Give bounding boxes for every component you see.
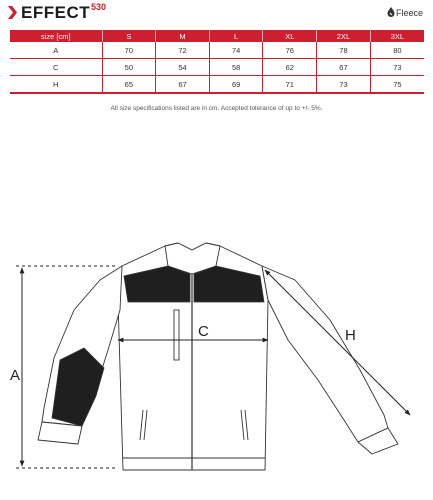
table-cell: H — [10, 76, 102, 94]
table-row — [10, 76, 424, 94]
table-cell: 73 — [370, 59, 424, 76]
fleece-drop-icon — [387, 7, 395, 17]
table-cell: 54 — [156, 59, 210, 76]
table-cell: 73 — [317, 76, 371, 94]
table-cell: 80 — [370, 42, 424, 59]
table-cell: 67 — [317, 59, 371, 76]
table-cell: C — [10, 59, 102, 76]
column-header: S — [102, 30, 156, 42]
dimension-a-label: A — [10, 367, 21, 384]
table-cell: 67 — [156, 76, 210, 94]
dimension-c-label: C — [198, 323, 209, 340]
dimension-h-label: H — [345, 327, 356, 344]
column-header: M — [156, 30, 210, 42]
table-row — [10, 59, 424, 76]
table-cell: 58 — [209, 59, 263, 76]
column-header: XL — [263, 30, 317, 42]
product-number: 530 — [91, 2, 107, 12]
column-header: 3XL — [370, 30, 424, 42]
table-cell: 78 — [317, 42, 371, 59]
brand-chevron-icon — [8, 6, 17, 19]
table-cell: 70 — [102, 42, 156, 59]
table-cell: 72 — [156, 42, 210, 59]
table-header-row — [10, 30, 424, 42]
table-cell: 69 — [209, 76, 263, 94]
table-cell: 74 — [209, 42, 263, 59]
table-cell: 62 — [263, 59, 317, 76]
table-cell: 71 — [263, 76, 317, 94]
table-cell: 65 — [102, 76, 156, 94]
tolerance-note: All size specifications listed are in cm. Accepted tolerance of up to +/- 5%. — [110, 105, 323, 112]
page-header — [8, 2, 425, 24]
column-header: size [cm] — [10, 30, 102, 42]
table-row — [10, 42, 424, 59]
material-badge — [387, 7, 423, 18]
jacket-measurement-diagram — [0, 240, 433, 500]
column-header: 2XL — [317, 30, 371, 42]
size-chart-table — [10, 30, 424, 94]
table-cell: 75 — [370, 76, 424, 94]
material-label: Fleece — [395, 8, 423, 18]
table-cell: 50 — [102, 59, 156, 76]
column-header: L — [209, 30, 263, 42]
table-cell: A — [10, 42, 102, 59]
table-cell: 76 — [263, 42, 317, 59]
product-name: EFFECT — [21, 3, 91, 22]
